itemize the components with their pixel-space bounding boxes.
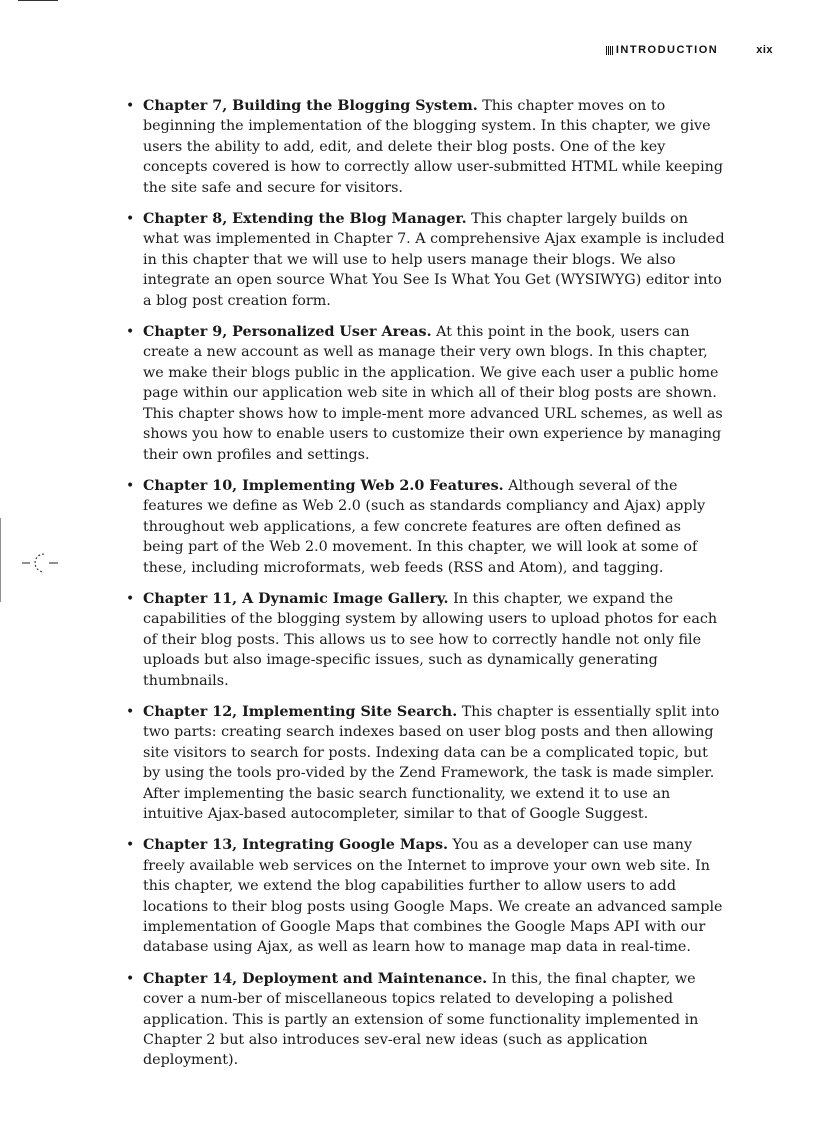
list-item [126,476,726,578]
item-title: Chapter 13, Integrating Google Maps. [143,837,448,854]
list-item [126,589,726,691]
bullet-icon: • [126,324,135,341]
list-item [126,322,726,465]
list-item [126,96,726,198]
item-title: Chapter 7, Building the Blogging System. [143,98,478,114]
page-number: xix [756,44,773,56]
item-text: This chapter is essentially split into two parts: creating search indexes based on user blog posts and then allowing site visitors to search for posts. Indexing data can be a complicated topic, but by using the tools pro-vided by the Zend Framework, the task is made simpler. After implementing the basic search functionality, we extend it to use an intuitive Ajax-based autocompleter, similar to that of Google Suggest. [143,703,720,822]
chapter-list [126,96,726,1071]
item-title: Chapter 8, Extending the Blog Manager. [143,211,467,228]
bullet-icon: • [126,590,135,607]
list-item [126,835,726,957]
running-header [606,44,773,56]
item-text: At this point in the book, users can create a new account as well as manage their very own blogs. In this chapter, we make their blogs public in the application. We give each user a public home page within our application web site in which all of their blog posts are shown. This chapter shows how to imple-ment more advanced URL schemes, as well as shows you how to enable users to customize their own experience by managing their own profiles and settings. [143,324,723,463]
crop-mark-icon [0,518,60,602]
list-item [126,209,726,311]
bullet-icon: • [126,970,135,987]
item-title: Chapter 9, Personalized User Areas. [143,324,432,341]
item-text: In this chapter, we expand the capabilities of the blogging system by allowing users to upload photos for each of their blog posts. This allows us to see how to correctly handle not only file uploads but also image-specific issues, such as dynamically generating thumbnails. [143,590,718,689]
item-title: Chapter 14, Deployment and Maintenance. [143,970,488,987]
item-title: Chapter 12, Implementing Site Search. [143,703,458,720]
bullet-icon: • [126,477,135,494]
top-left-rule [18,0,58,1]
bullet-icon: • [126,837,135,854]
bullet-icon: • [126,211,135,228]
bullet-icon: • [126,98,135,114]
item-text: This chapter largely builds on what was implemented in Chapter 7. A comprehensive Ajax example is included in this chapter that we will use to help users manage their blogs. We also integrate an open source What You See Is What You Get (WYSIWYG) editor into a blog post creation form. [143,211,725,309]
list-item [126,969,726,1071]
header-bars-icon [606,46,614,55]
list-item [126,702,726,824]
item-title: Chapter 11, A Dynamic Image Gallery. [143,590,449,607]
section-title: INTRODUCTION [615,44,719,56]
item-title: Chapter 10, Implementing Web 2.0 Features. [143,477,504,494]
item-text: In this, the final chapter, we cover a num-ber of miscellaneous topics related to developing a polished application. This is partly an extension of some functionality implemented in Chapter 2 but also introduces sev-eral new ideas (such as application deployment). [143,970,699,1069]
item-text: This chapter moves on to beginning the implementation of the blogging system. In this chapter, we give users the ability to add, edit, and delete their blog posts. One of the key concepts covered is how to correctly allow user-submitted HTML while keeping the site safe and secure for visitors. [143,98,724,196]
item-text: Although several of the features we define as Web 2.0 (such as standards compliancy and Ajax) apply throughout web applications, a few concrete features are often defined as being part of the Web 2.0 movement. In this chapter, we will look at some of these, including microformats, web feeds (RSS and Atom), and tagging. [143,477,706,576]
bullet-icon: • [126,703,135,720]
item-text: You as a developer can use many freely available web services on the Internet to improve your own web site. In this chapter, we extend the blog capabilities further to allow users to add locations to their blog posts using Google Maps. We create an advanced sample implementation of Google Maps that combines the Google Maps API with our database using Ajax, as well as learn how to manage map data in real-time. [143,837,723,956]
main-content [126,96,726,1082]
